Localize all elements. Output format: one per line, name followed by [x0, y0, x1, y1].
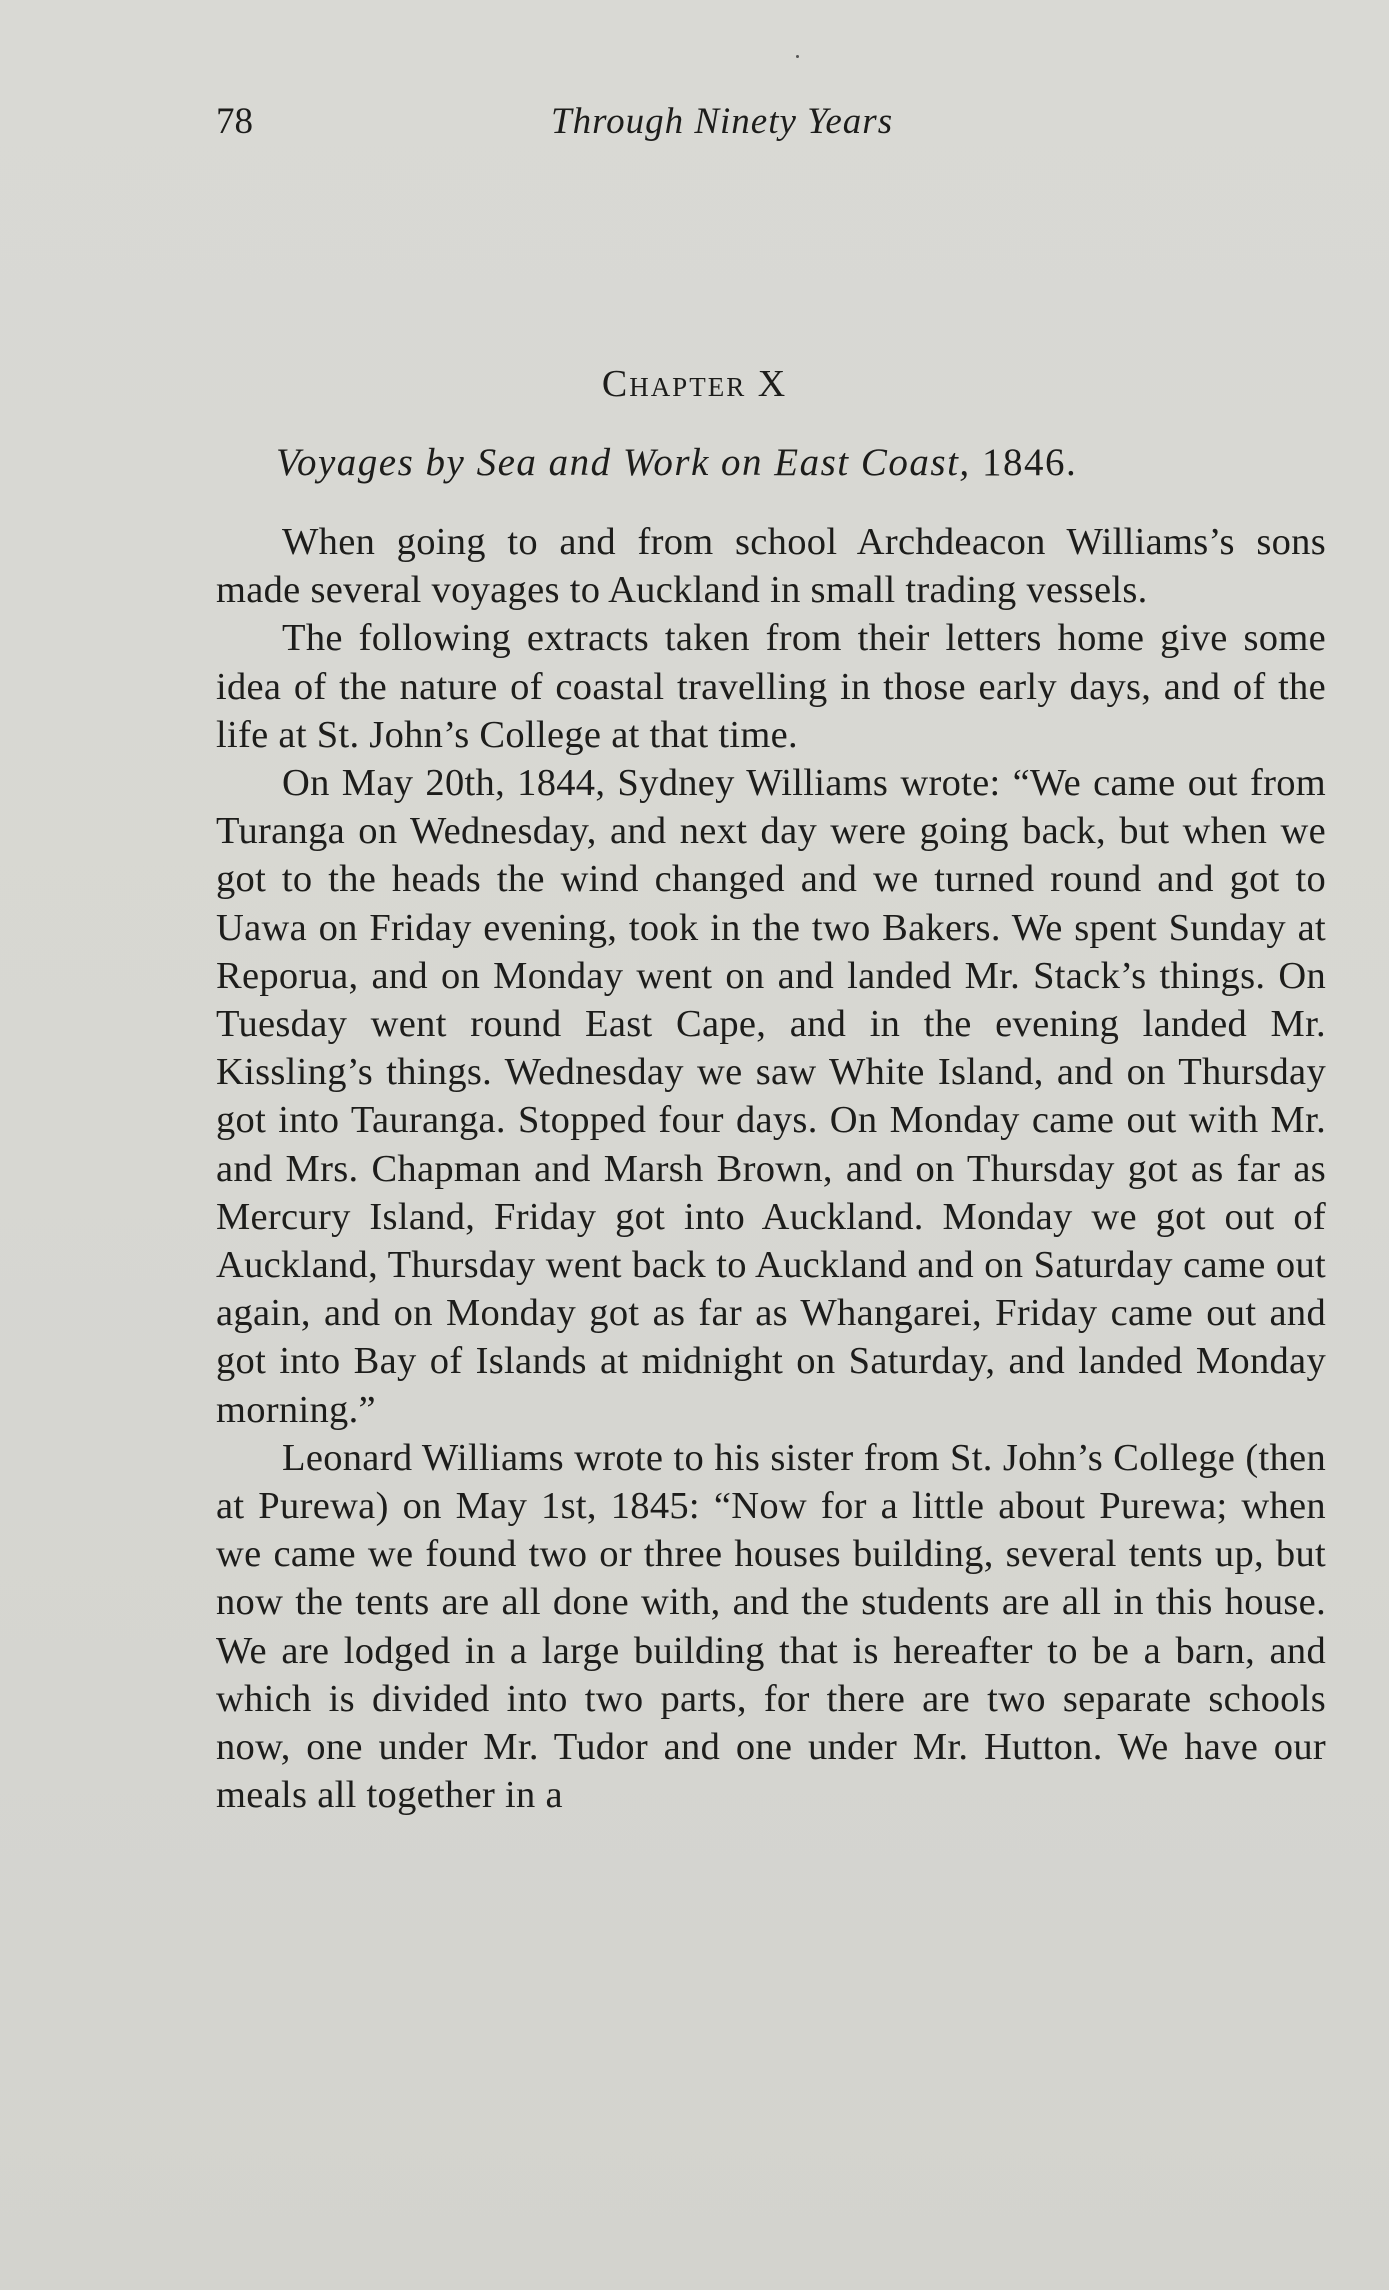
chapter-word: Chapter — [601, 363, 747, 405]
running-title: Through Ninety Years — [551, 101, 894, 142]
chapter-numeral: X — [757, 363, 788, 405]
chapter-subtitle — [276, 440, 1266, 485]
chapter-subtitle-year: 1846. — [981, 441, 1078, 484]
paragraph: On May 20th, 1844, Sydney Williams wrote: “We came out from Turanga on Wednesday, and next day were going back, but when we got to the heads the wind changed and we turned round and got to Uawa on Friday evening, took in the two Bakers. We spent Sunday at Reporua, and on Monday went on and landed Mr. Stack’s things. On Tuesday went round East Cape, and in the evening landed Mr. Kissling’s things. Wednesday we saw White Island, and on Thursday got into Tauranga. Stopped four days. On Monday came out with Mr. and Mrs. Chapman and Marsh Brown, and on Thursday got as far as Mercury Island, Friday got into Auckland. Monday we got out of Auckland, Thursday went back to Auckland and on Saturday came out again, and on Monday got as far as Whangarei, Friday came out and got into Bay of Islands at midnight on Saturday, and landed Monday morning.” — [216, 762, 1326, 1431]
page-header — [216, 100, 1326, 160]
chapter-subtitle-text: Voyages by Sea and Work on East Coast, — [276, 441, 971, 484]
print-speck — [796, 55, 799, 58]
body-text — [216, 518, 1326, 1819]
paragraph: Leonard Williams wrote to his sister from St. John’s College (then at Purewa) on May 1st, 1845: “Now for a little about Purewa; when we came we found two or three houses building, several tents up, but now the tents are all done with, and the students are all in this house. We are lodged in a large building that is hereafter to be a barn, and which is divided into two parts, for there are two separate schools now, one under Mr. Tudor and one under Mr. Hutton. We have our meals all together in a — [216, 1436, 1326, 1817]
chapter-heading — [0, 362, 1389, 406]
page-number: 78 — [216, 101, 253, 142]
paragraph: When going to and from school Archdeacon Williams’s sons made several voyages to Auckland in small trading vessels. — [216, 521, 1326, 612]
paragraph: The following extracts taken from their letters home give some idea of the nature of coastal travelling in those early days, and of the life at St. John’s College at that time. — [216, 617, 1326, 756]
